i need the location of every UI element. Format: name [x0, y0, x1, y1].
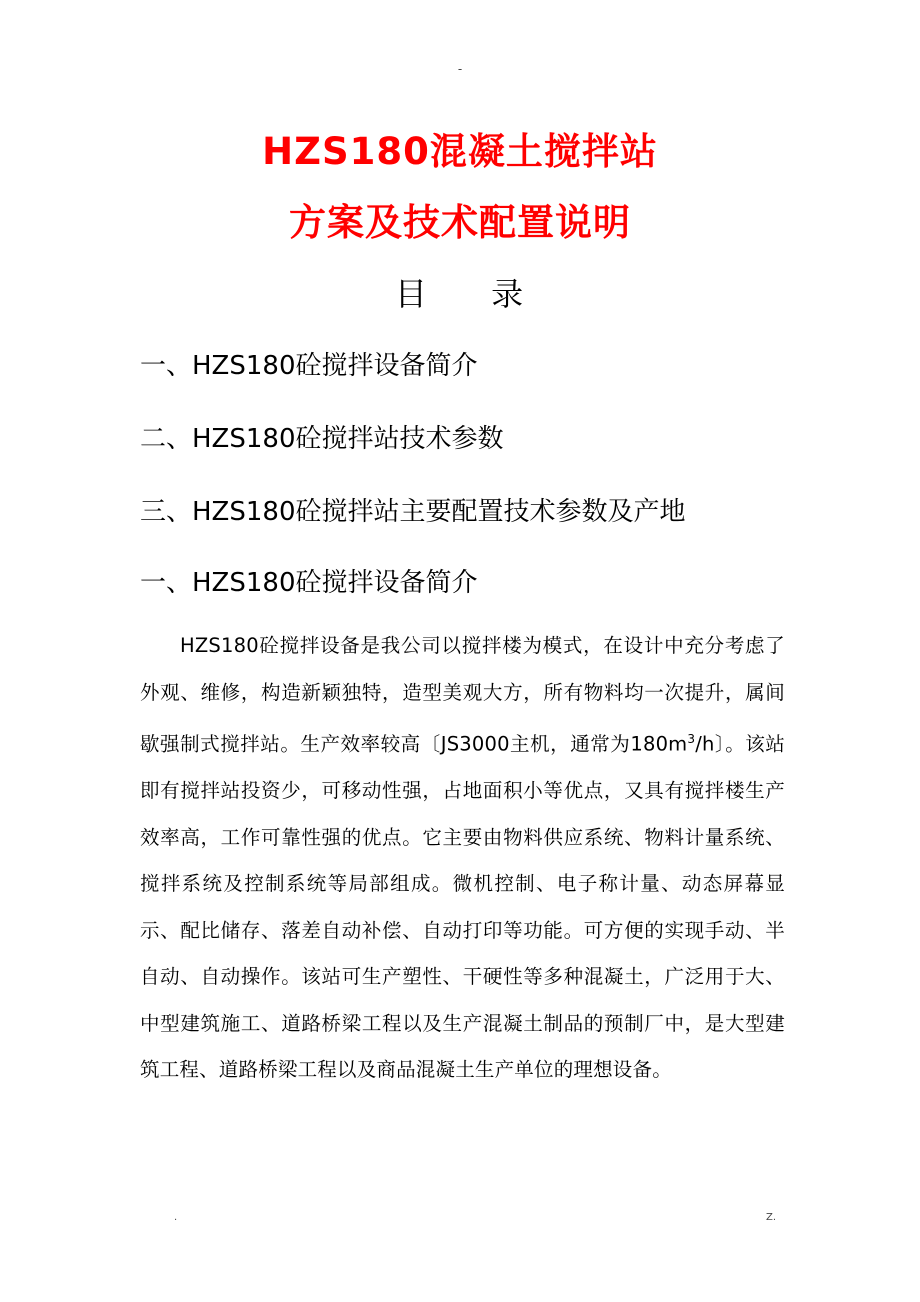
- toc-list: [140, 346, 840, 565]
- toc-item-1[interactable]: 一、HZS180砼搅拌设备简介: [140, 351, 478, 381]
- header-mark: -: [457, 62, 463, 76]
- toc-heading: 目 录: [394, 275, 526, 313]
- section-1-paragraph: [140, 623, 785, 1094]
- toc-item-2[interactable]: 二、HZS180砼搅拌站技术参数: [140, 424, 504, 454]
- paragraph-text-part-2: /h〕。该站即有搅拌站投资少，可移动性强，占地面积小等优点，又具有搅拌楼生产效率高，工作可靠性强的优点。它主要由物料供应系统、物料计量系统、搅拌系统及控制系统等局部组成。微机控制、电子称计量、动态屏幕显示、配比储存、落差自动补偿、自动打印等功能。可方便的实现手动、半自动、自动操作。该站可生产塑性、干硬性等多种混凝土，广泛用于大、中型建筑施工、道路桥梁工程以及生产混凝土制品的预制厂中，是大型建筑工程、道路桥梁工程以及商品混凝土生产单位的理想设备。: [140, 732, 785, 1081]
- document-title-line-2: 方案及技术配置说明: [289, 201, 631, 244]
- superscript-3: 3: [687, 732, 696, 746]
- paragraph-text-part-1: HZS180砼搅拌设备是我公司以搅拌楼为模式，在设计中充分考虑了外观、维修，构造新颖独特，造型美观大方，所有物料均一次提升，属间歇强制式搅拌站。生产效率较高〔JS3000主机，通常为180m: [140, 634, 785, 756]
- footer-right-mark: Z.: [766, 1212, 777, 1223]
- document-title-line-1: HZS180混凝土搅拌站: [262, 130, 658, 173]
- section-1-heading: 一、HZS180砼搅拌设备简介: [140, 568, 478, 598]
- toc-item-3[interactable]: 三、HZS180砼搅拌站主要配置技术参数及产地: [140, 497, 686, 527]
- footer-left-mark: .: [174, 1212, 178, 1223]
